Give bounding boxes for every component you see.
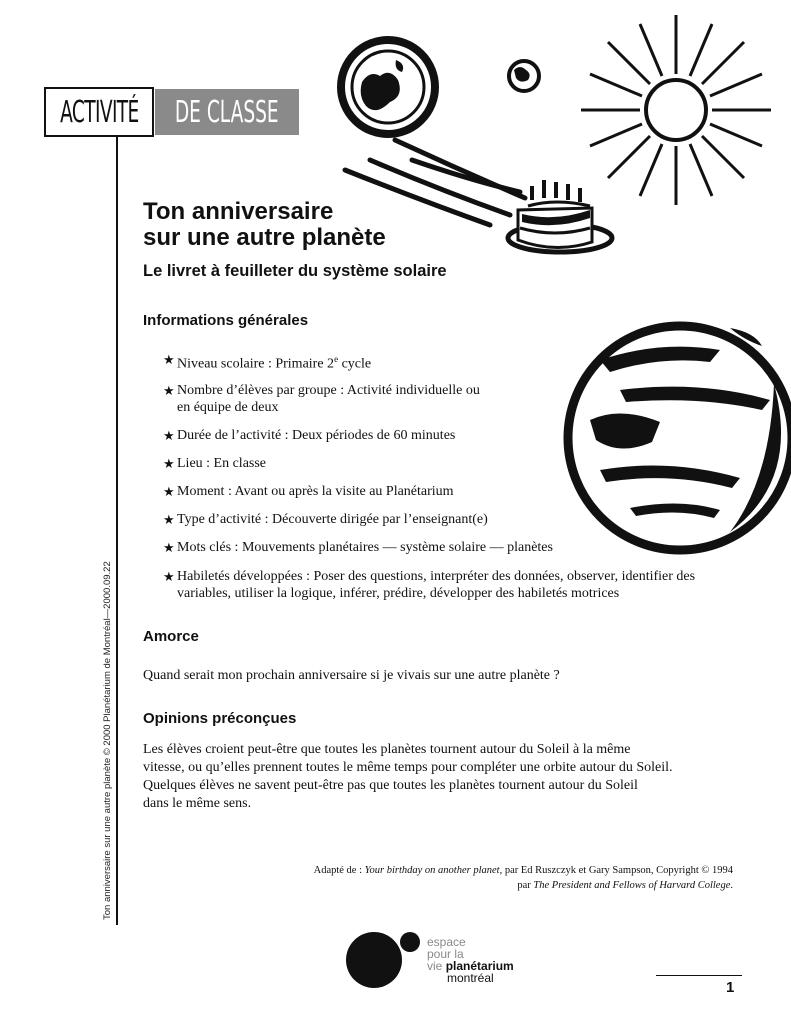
star-icon: ★ (163, 484, 175, 499)
list-item: ★ Lieu : En classe (163, 456, 267, 471)
star-icon: ★ (163, 456, 175, 471)
star-icon: ★ (163, 569, 175, 584)
star-icon: ★ (163, 512, 175, 527)
footer-rule (656, 975, 742, 976)
amorce-text: Quand serait mon prochain anniversaire si je vivais sur une autre planète ? (143, 668, 560, 683)
title-line-1: Ton anniversaire (143, 198, 334, 225)
list-item: ★ Nombre d’élèves par groupe : Activité individuelle ou en équipe de deux (163, 383, 480, 415)
star-icon: ★ (163, 428, 175, 443)
list-item: ★ Habiletés développées : Poser des questions, interpréter des données, observer, identifier des variables, utiliser la logique, inférer, prédire, développer des habiletés motrices (163, 569, 696, 601)
planet-small-icon (341, 40, 435, 134)
opinions-heading: Opinions préconçues (143, 710, 297, 727)
star-icon: ★ (163, 352, 175, 367)
title-line-2: sur une autre planète (143, 224, 386, 251)
birthday-cake-icon (508, 180, 612, 252)
list-item: ★ Type d’activité : Découverte dirigée par l’enseignant(e) (163, 512, 488, 527)
general-info-list (163, 351, 763, 602)
credit-note: Adapté de : Your birthday on another planet, par Ed Ruszczyk et Gary Sampson, Copyright © 1994 par The President and Fellows of Harvard College. (313, 865, 733, 891)
vertical-rule (116, 137, 118, 925)
globe-icon (509, 61, 539, 91)
planetarium-logo-icon (344, 928, 424, 990)
activite-label: ACTIVITÉ (44, 87, 154, 137)
list-item: ★ Durée de l’activité : Deux périodes de 60 minutes (163, 428, 456, 443)
de-classe-label: DE CLASSE (155, 89, 299, 135)
star-icon: ★ (163, 383, 175, 398)
star-icon: ★ (163, 540, 175, 555)
general-info-heading: Informations générales (143, 312, 309, 329)
page-subtitle: Le livret à feuilleter du système solaire (143, 262, 447, 280)
side-copyright: Ton anniversaire sur une autre planète © 2000 Planétarium de Montréal—2000.09.22 (102, 561, 113, 920)
amorce-heading: Amorce (143, 628, 199, 645)
list-item: ★ Niveau scolaire : Primaire 2e cycle (163, 352, 372, 372)
page-number: 1 (726, 979, 735, 996)
opinions-text: Les élèves croient peut-être que toutes les planètes tournent autour du Soleil à la même vitesse, ou qu’elles prennent toutes le même temps pour compléter une orbite autour du Soleil. Quelques élèves ne savent peut-être pas que toutes les planètes tournent autour du Soleil dans le même sens. (143, 742, 673, 811)
planetarium-logo-text: espace pour la vie planétarium montréal (427, 935, 514, 985)
page-title (143, 199, 386, 251)
list-item: ★ Moment : Avant ou après la visite au Planétarium (163, 484, 454, 499)
list-item: ★ Mots clés : Mouvements planétaires — système solaire — planètes (163, 540, 553, 555)
sun-icon (581, 15, 771, 205)
